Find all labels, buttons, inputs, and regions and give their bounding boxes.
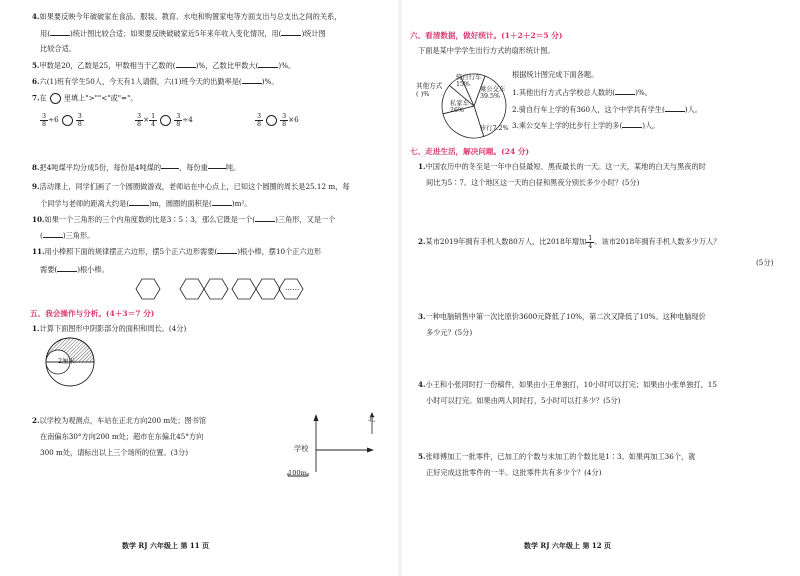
pie-label-other: 其他方式 ( )% <box>416 82 443 98</box>
section-5-title: 五、我会操作与分析。(4＋3＝7 分) <box>30 309 155 318</box>
p2-line2: 在南偏东30°方向200 m处；超市在东偏北45°方向 <box>40 432 204 441</box>
hexagon-3b <box>256 279 280 299</box>
pie-intro: 下面是某中学学生出行方式的扇形统计图。 <box>418 46 555 55</box>
q7-expr-2: $\frac{3}{8}$ × $\frac{1}{4}$ $\frac{3}{8}$ ÷4 <box>137 111 193 128</box>
scale-label: 100m <box>288 469 307 477</box>
hexagon-1 <box>136 279 160 299</box>
q9-line1: 9.活动课上，同学们画了一个圆圈做游戏，老师站在中心点上，已知这个圆圈的周长是25.12 m，每 <box>32 182 350 191</box>
q7-expr-3: $\frac{3}{8}$ $\frac{3}{8}$ ×6 <box>257 111 299 128</box>
hexagon-2b <box>204 279 228 299</box>
pie-q1: 1.其他出行方式占学校总人数的( )%。 <box>512 88 652 97</box>
circle-icon <box>50 93 61 104</box>
north-label: 北 <box>368 414 376 423</box>
left-page-footer: 数学 RJ 六年级上 第 11 页 <box>122 541 210 550</box>
hexagon-dots: …… <box>285 283 300 292</box>
q10-line2: ( )三角形。 <box>40 231 95 240</box>
right-page-footer: 数学 RJ 六年级上 第 12 页 <box>524 541 612 550</box>
q11-line1: 11.用小棒照下面的规律摆正六边形，摆5个正六边形需要( )根小棒，摆10个正六边形 <box>32 247 322 256</box>
pie-q2: 2.骑自行车上学的有360人，这个中学共有学生( )人。 <box>512 105 702 114</box>
s5-line1: 5.张师傅加工一批零件，已加工的个数与未加工的个数比是1∶3。如果再加工36个，就 <box>418 452 696 461</box>
school-label: 学校 <box>294 444 309 453</box>
answer-circle[interactable] <box>62 115 73 126</box>
pie-q-head: 根据统计图完成下面各题。 <box>512 70 599 79</box>
shaded-circle-figure <box>44 336 104 396</box>
q10-line1: 10.如果一个三角形的三个内角度数的比是3∶5∶3，那么它既是一个( )三角形，又是一个 <box>32 215 336 224</box>
q5: 5.甲数是20，乙数是25，甲数相当于乙数的( )%，乙数比甲数大( )%。 <box>32 61 296 70</box>
s5-line2: 正好完成这批零件的一半。这批零件共有多少个？(4分) <box>426 468 602 477</box>
q11-line2: 需要( )根小棒。 <box>40 265 109 274</box>
hexagon-2a <box>180 279 204 299</box>
hexagon-pattern <box>128 274 298 304</box>
section-6-title: 六、看清数据，做好统计。(1＋2＋2＝5 分) <box>410 31 563 40</box>
pie-label-walk: 步行7.2% <box>480 125 509 132</box>
s4-line1: 4.小王和小张同时打一份稿件，如果由小王单独打，10小时可以打完；如果由小张单独打，15 <box>418 380 717 389</box>
p1-text: 1.计算下面图形中阴影部分的面积和周长。(4分) <box>32 324 187 333</box>
pie-q3: 3.乘公交车上学的比步行上学的多( )人。 <box>512 121 660 130</box>
s3-line2: 多少元？(5分) <box>426 328 473 337</box>
pie-label-bus: 乘公交车 39.5% <box>480 86 506 100</box>
answer-circle[interactable] <box>160 115 171 126</box>
section-7-title: 七、走进生活，解决问题。(24 分) <box>410 147 530 156</box>
answer-circle[interactable] <box>266 115 277 126</box>
pie-label-car: 私家车 26% <box>450 100 469 114</box>
s4-line2: 小时可以打完。如果由两人同时打，5小时可以打多少？(5分) <box>426 396 621 405</box>
right-page <box>400 0 800 576</box>
pie-label-bike: 骑自行车 15% <box>456 74 482 88</box>
figure-label: 2厘米 <box>58 357 75 365</box>
s3-line1: 3.一种电脑销售中第一次比原价3600元降低了10%，第二次又降低了10%。这种电脑现价 <box>418 312 706 321</box>
q4-line1: 4.如果要反映今年破破家在食品、服装、教育、水电和购置家电等方面支出与总支出之间的关系， <box>32 12 342 21</box>
p2-line3: 300 m处，请标出以上三个场所的位置。(3分) <box>40 448 189 457</box>
s1-line1: 1.中国农历中的冬至是一年中白昼最短、黑夜最长的一天。这一天，某地的白天与黑夜的时 <box>418 162 706 171</box>
q9-line2: 个同学与老师的距离大约是( )m，圆圈的面积是( )m²。 <box>40 199 252 208</box>
p2-line1: 2.以学校为观测点，车站在正北方向200 m处；图书馆 <box>32 416 207 425</box>
s2: 2.某市2019年拥有手机人数80万人，比2018年增加 $\frac{1}{4}$ 。该市2018年拥有手机人数多少万人？ <box>418 233 721 250</box>
q8: 8.把4吨煤平均分成5份，每份是4吨煤的 ，每份重 吨。 <box>32 160 240 176</box>
q4-line3: 比较合适。 <box>40 44 76 53</box>
hexagon-3a <box>232 279 256 299</box>
s2-score: (5分) <box>756 258 774 267</box>
s1-line2: 间比为5∶7。这个地区这一天的白昼和黑夜分别长多少小时？(5分) <box>426 178 640 187</box>
q7-prompt: 7.在 里填上">""<"或"="。 <box>32 93 138 103</box>
q7-expr-1: $\frac{3}{8}$ ÷6 $\frac{3}{8}$ <box>42 111 82 128</box>
q6: 6.六(1)班有学生50人，今天有1人请假，六(1)班今天的出勤率是( )%。 <box>32 77 279 86</box>
q4-line2: 用( )统计图比较合适；如果要反映破破家近5年来年收入变化情况，用( )统计图 <box>40 29 326 38</box>
